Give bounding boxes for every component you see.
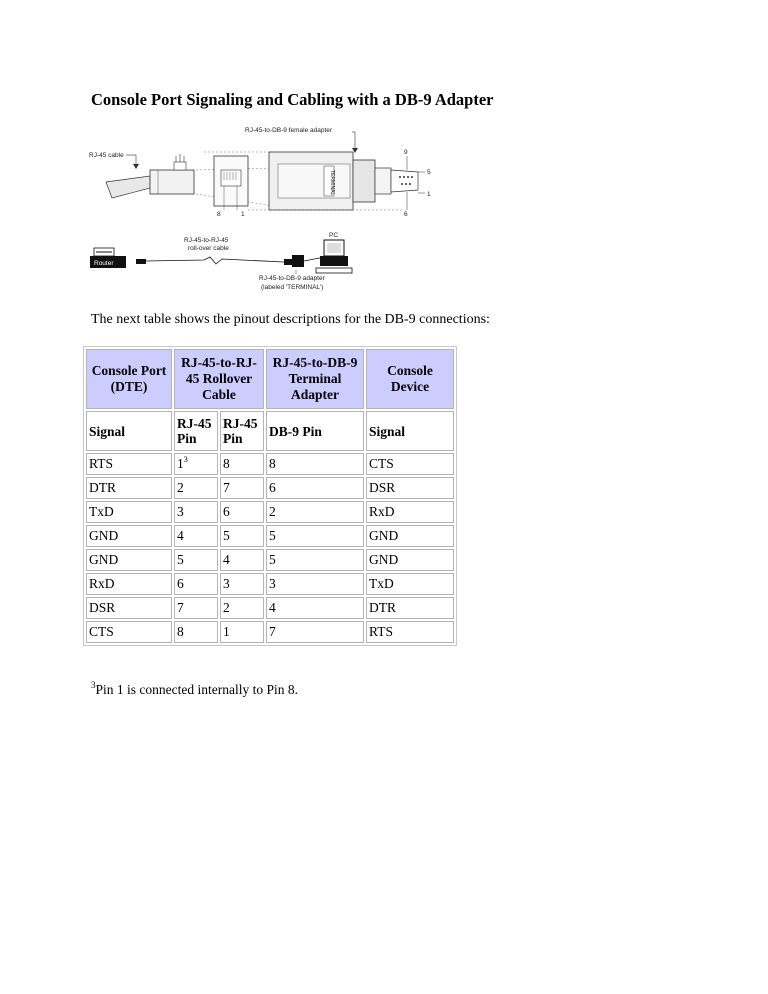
table-row	[86, 549, 454, 571]
cell-device-signal: DSR	[366, 477, 454, 499]
rollover-label-1: RJ-45-to-RJ-45	[184, 237, 229, 244]
cell-device-signal: GND	[366, 525, 454, 547]
cell-rj45-b: 6	[220, 501, 264, 523]
pin-6-label: 6	[404, 211, 408, 218]
intro-text: The next table shows the pinout descriptions for the DB-9 connections:	[91, 312, 490, 327]
subheader-rj45-pin-b: RJ-45 Pin	[220, 411, 264, 451]
pin-5-label: 5	[427, 169, 431, 176]
cell-device-signal: TxD	[366, 573, 454, 595]
pin-8-label: 8	[217, 211, 221, 218]
rollover-cable-line	[146, 257, 284, 264]
table-row	[86, 453, 454, 475]
table-row	[86, 477, 454, 499]
cell-rj45-b: 8	[220, 453, 264, 475]
rj45-cable	[106, 176, 150, 198]
subheader-device-signal: Signal	[366, 411, 454, 451]
cell-rj45-a: 2	[174, 477, 218, 499]
table-header-row	[86, 349, 454, 409]
pc-label: PC	[329, 232, 339, 239]
table-row	[86, 501, 454, 523]
cell-rj45-b: 3	[220, 573, 264, 595]
cell-rj45-a: 6	[174, 573, 218, 595]
cell-db9: 5	[266, 549, 364, 571]
header-console-port: Console Port (DTE)	[86, 349, 172, 409]
pin-1-label: 1	[241, 211, 245, 218]
cell-signal: RTS	[86, 453, 172, 475]
cell-rj45-b: 5	[220, 525, 264, 547]
cell-signal: RxD	[86, 573, 172, 595]
cell-rj45-a: 4	[174, 525, 218, 547]
pinout-table	[83, 346, 457, 646]
cell-signal: DTR	[86, 477, 172, 499]
cell-db9: 6	[266, 477, 364, 499]
cell-device-signal: RxD	[366, 501, 454, 523]
footnote	[91, 679, 298, 698]
cell-rj45-a	[174, 453, 218, 475]
cell-rj45-a: 5	[174, 549, 218, 571]
footnote-ref[interactable]: 3	[183, 454, 188, 464]
cable-label: RJ-45 cable	[89, 152, 124, 159]
cell-db9: 8	[266, 453, 364, 475]
page-title: Console Port Signaling and Cabling with a DB-9 Adapter	[91, 90, 494, 109]
db9-adapter-label-1: RJ-45-to-DB-9 adapter	[259, 275, 325, 282]
cell-device-signal: DTR	[366, 597, 454, 619]
cell-rj45-b: 7	[220, 477, 264, 499]
cell-signal: TxD	[86, 501, 172, 523]
cell-db9: 7	[266, 621, 364, 643]
header-terminal-adapter: RJ-45-to-DB-9 Terminal Adapter	[266, 349, 364, 409]
cell-device-signal: CTS	[366, 453, 454, 475]
terminal-mark: TERMINAL	[329, 170, 335, 196]
adapter-label: RJ-45-to-DB-9 female adapter	[245, 127, 333, 134]
subheader-rj45-pin-a: RJ-45 Pin	[174, 411, 218, 451]
cell-rj45-a: 7	[174, 597, 218, 619]
subheader-db9-pin: DB-9 Pin	[266, 411, 364, 451]
header-rollover-cable: RJ-45-to-RJ-45 Rollover Cable	[174, 349, 264, 409]
rj45-plug	[150, 170, 194, 194]
table-subheader-row	[86, 411, 454, 451]
cell-rj45-a-value: 1	[177, 456, 184, 471]
cell-signal: GND	[86, 549, 172, 571]
router-label: Router	[94, 260, 114, 267]
cell-signal: CTS	[86, 621, 172, 643]
table-row	[86, 597, 454, 619]
cabling-diagram	[84, 120, 464, 300]
cell-rj45-a: 3	[174, 501, 218, 523]
db9-adapter-label-2: (labeled 'TERMINAL')	[261, 284, 324, 291]
cell-rj45-a: 8	[174, 621, 218, 643]
footnote-marker: 3	[91, 679, 96, 690]
pin-9-label: 9	[404, 149, 408, 156]
header-console-device: Console Device	[366, 349, 454, 409]
cell-db9: 4	[266, 597, 364, 619]
cell-signal: GND	[86, 525, 172, 547]
cell-rj45-b: 4	[220, 549, 264, 571]
cell-db9: 3	[266, 573, 364, 595]
footnote-text: Pin 1 is connected internally to Pin 8.	[95, 682, 298, 697]
cell-device-signal: RTS	[366, 621, 454, 643]
table-row	[86, 573, 454, 595]
cell-signal: DSR	[86, 597, 172, 619]
pin-1b-label: 1	[427, 191, 431, 198]
rollover-label-2: roll-over cable	[188, 245, 229, 252]
cell-db9: 5	[266, 525, 364, 547]
cabling-figure	[84, 120, 464, 300]
cell-rj45-b: 2	[220, 597, 264, 619]
db9-connector	[391, 170, 418, 192]
table-row	[86, 621, 454, 643]
cell-db9: 2	[266, 501, 364, 523]
cell-device-signal: GND	[366, 549, 454, 571]
table-row	[86, 525, 454, 547]
subheader-signal: Signal	[86, 411, 172, 451]
cell-rj45-b: 1	[220, 621, 264, 643]
